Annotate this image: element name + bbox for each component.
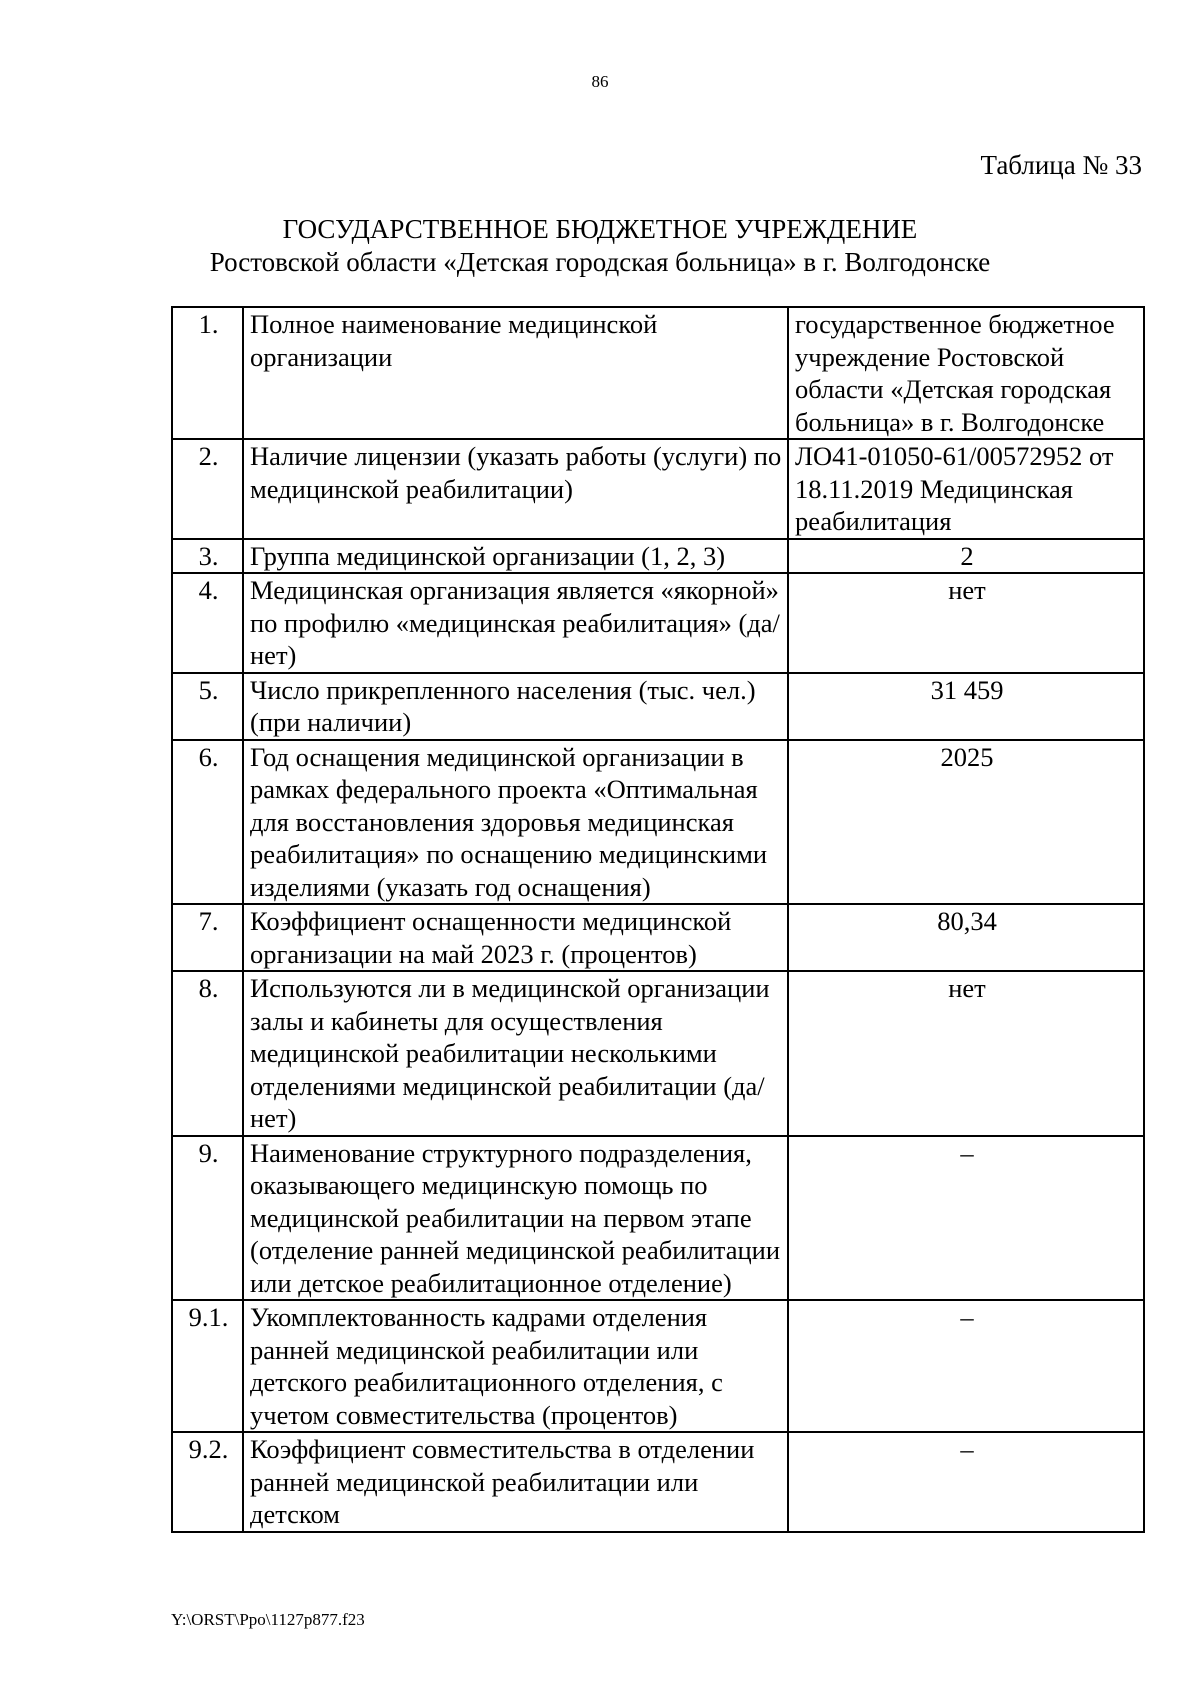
table-row (172, 1136, 1144, 1301)
row-label: Медицинская организация является «якорной» по профилю «медицинская реабилитация» (да/нет) (243, 573, 788, 673)
row-label: Используются ли в медицинской организации залы и кабинеты для осуществления медицинской реабилитации несколькими отделениями медицинской реабилитации (да/нет) (243, 971, 788, 1136)
table-row (172, 740, 1144, 905)
row-value: 80,34 (788, 904, 1144, 971)
row-value: 31 459 (788, 673, 1144, 740)
row-number: 8. (172, 971, 243, 1136)
table-row (172, 307, 1144, 439)
row-value: государственное бюджетное учреждение Ростовской области «Детская городская больница» в г. Волгодонске (788, 307, 1144, 439)
table-row (172, 539, 1144, 574)
row-value: 2 (788, 539, 1144, 574)
table-row (172, 439, 1144, 539)
row-value: 2025 (788, 740, 1144, 905)
row-number: 6. (172, 740, 243, 905)
row-number: 5. (172, 673, 243, 740)
row-number: 4. (172, 573, 243, 673)
table-row (172, 971, 1144, 1136)
row-number: 7. (172, 904, 243, 971)
table-label: Таблица № 33 (980, 150, 1142, 180)
row-number: 9.1. (172, 1300, 243, 1432)
title-line-2: Ростовской области «Детская городская больница» в г. Волгодонске (209, 247, 991, 277)
row-label: Укомплектованность кадрами отделения ранней медицинской реабилитации или детского реабилитационного отделения, с учетом совместительства (процентов) (243, 1300, 788, 1432)
row-label: Группа медицинской организации (1, 2, 3) (243, 539, 788, 574)
page-number: 86 (591, 72, 609, 91)
row-value: ЛО41-01050-61/00572952 от 18.11.2019 Медицинская реабилитация (788, 439, 1144, 539)
row-label: Полное наименование медицинской организации (243, 307, 788, 439)
row-number: 1. (172, 307, 243, 439)
table-row (172, 904, 1144, 971)
row-label: Число прикрепленного населения (тыс. чел.) (при наличии) (243, 673, 788, 740)
row-value: – (788, 1432, 1144, 1532)
row-number: 2. (172, 439, 243, 539)
row-label: Наименование структурного подразделения, оказывающего медицинскую помощь по медицинской реабилитации на первом этапе (отделение ранней медицинской реабилитации или детское реабилитационное отделение) (243, 1136, 788, 1301)
row-number: 9.2. (172, 1432, 243, 1532)
file-path-footer: Y:\ORST\Ppo\1127p877.f23 (171, 1610, 365, 1629)
table-row (172, 673, 1144, 740)
row-value: нет (788, 971, 1144, 1136)
row-label: Наличие лицензии (указать работы (услуги) по медицинской реабилитации) (243, 439, 788, 539)
table-row (172, 1432, 1144, 1532)
row-value: – (788, 1300, 1144, 1432)
row-label: Коэффициент оснащенности медицинской организации на май 2023 г. (процентов) (243, 904, 788, 971)
row-label: Коэффициент совместительства в отделении ранней медицинской реабилитации или детском (243, 1432, 788, 1532)
row-value: – (788, 1136, 1144, 1301)
row-label: Год оснащения медицинской организации в рамках федерального проекта «Оптимальная для восстановления здоровья медицинская реабилитация» по оснащению медицинскими изделиями (указать год оснащения) (243, 740, 788, 905)
table-row (172, 1300, 1144, 1432)
title-line-1: ГОСУДАРСТВЕННОЕ БЮДЖЕТНОЕ УЧРЕЖДЕНИЕ (282, 214, 918, 244)
row-number: 9. (172, 1136, 243, 1301)
row-value: нет (788, 573, 1144, 673)
table-row (172, 573, 1144, 673)
info-table (171, 306, 1145, 1533)
document-title (0, 213, 1200, 279)
row-number: 3. (172, 539, 243, 574)
